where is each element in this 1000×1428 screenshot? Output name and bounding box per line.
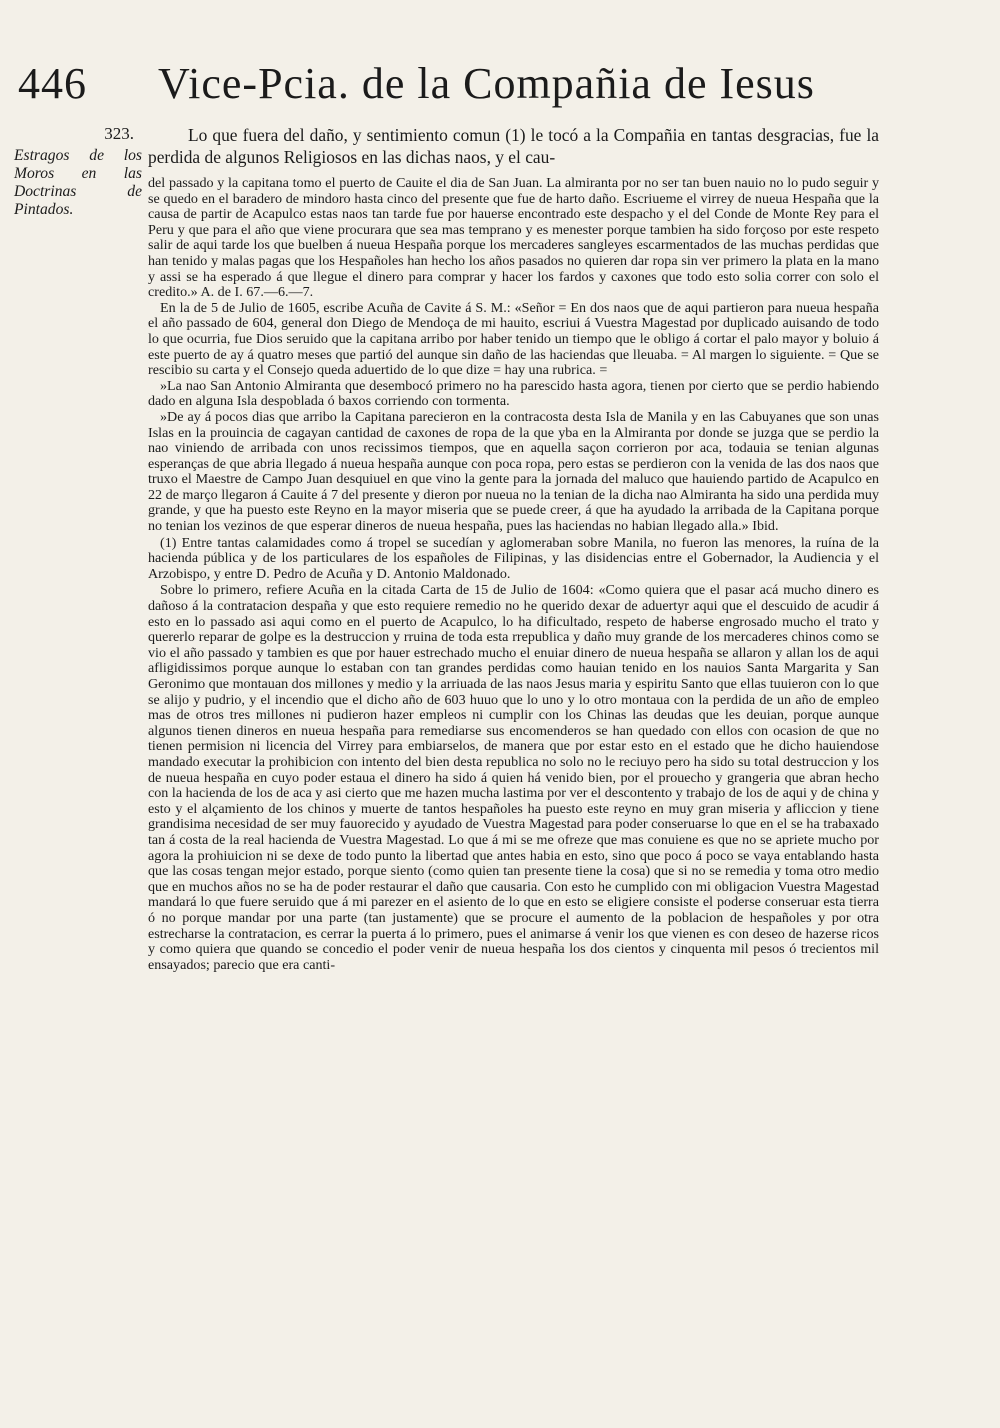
paragraph: En la de 5 de Julio de 1605, escribe Acuña de Cavite á S. M.: «Señor = En dos naos que de aqui partieron para nueua hespaña el año passado de 604, general don Diego de Mendoça de mi hauito, escriui á Vuestra Magestad por duplicado auisando de todo lo que ocurria, fue Dios seruido que la capitana arribo por haber tenido un tiempo que le obligo á cortar el palo mayor y boluio á este puerto de ay á quatro meses que partió del aunque sin daño de las haciendas que lleuaba. = Al margen lo siguiente. = Que se rescibio su carta y el Consejo queda aduertido de lo que dize = hay una rubrica. = <box>148 299 879 379</box>
paragraph: Sobre lo primero, refiere Acuña en la citada Carta de 15 de Julio de 1604: «Como quiera que el pasar acá mucho dinero es dañoso á la contratacion despaña y que esto requiere remedio no he querido dexar de aduertyr aqui que el descuido de acudir á esto en lo passado asi aqui como en el puerto de Acapulco, lo ha dificultado, respeto de haberse engrosado mucho el trato y quererlo reparar de golpe es la destruccion y rruina de toda esta rrepublica y daño muy grande de los mercaderes chinos como se vio el año passado y tambien es que por hauer estrechado mucho el enuiar dinero de nueua hespaña se allaron y allan los de aqui afligidissimos porque aunque lo estaban con tan grandes perdidas como hauian tenido en los nauios Santa Margarita y San Geronimo que montauan dos millones y medio y la arriuada de las naos Jesus maria y espiritu Santo que ellas tuuieron con lo que se alijo y pudrio, y el incendio que el dicho año de 603 huuo que lo uno y lo otro montaua con la perdida de un año de empleo mas de otros tres millones ni pudieron hazer empleos ni cumplir con los Chinas las deudas que les deuian, porque aunque algunos tienen dineros en nueua hespaña para remediarse sus encomenderos se han quedado con ellos con ocasion de que no tienen permision ni licencia del Virrey para embiarselos, de manera que por estar esto en el estado que he dicho hauiendose mandado executar la prohibicion con intento del bien desta republica no solo no le reciuyo pero ha sido su total destruccion y los de nueua hespaña en cuyo poder estaua el dinero ha sido á quien há venido bien, por el prouecho y grangeria que abran hecho con la hacienda de los de aca y asi cierto que me hazen mucha lastima por ver el descontento y trabajo de los de aqui y de china y esto y el alçamiento de los chinos y muerte de tantos hespañoles ha puesto este reyno en muy gran miseria y afliccion y tiene grandisima necesidad de ser muy fauorecido y ayudado de Vuestra Magestad para poder conseruarse lo que en el se ha trabaxado tan á costa de la real hacienda de Vuestra Magestad. Lo que á mi se me ofreze que mas conuiene es que no se apriete mucho por agora la prohiuicion ni se dexe de todo punto la libertad que antes habia en esto, sino que poco á poco se vaya entablando hasta que las cosas tengan mejor estado, porque siento (como quien tan presente tiene la cosa) que si no se remedia y toma otro medio que en muchos años no se ha de poder restaurar el daño que causaria. Con esto he cumplido con mi obligacion Vuestra Magestad mandará lo que fuere seruido que á mi parezer en el asiento de lo que en esto se eligiere consiste el poderse conseruar esta tierra ó no porque mandar por una parte (tan justamente) que se procure el aumento de la poblacion de hespañoles y por otra estrecharse la contratacion, es cerrar la puerta á lo primero, pues el animarse á venir los que vienen es con deseo de hazerse ricos y como quiera que quando se concedio el poder venir de nueua hespaña los dos cientos y cinquenta mil pesos ó trecientos mil ensayados; parecio que era canti- <box>148 582 879 973</box>
paragraph: »La nao San Antonio Almiranta que desembocó primero no ha parescido hasta agora, tienen por cierto que se perdio habiendo dado en alguna Isla despoblada ó baxos corriendo con tormenta. <box>148 377 879 410</box>
page-header <box>18 58 888 114</box>
main-text <box>148 124 879 973</box>
margin-note: Estragos de los Moros en las Doctrinas de Pintados. <box>14 147 142 218</box>
lead-paragraph: Lo que fuera del daño, y sentimiento comun (1) le tocó a la Compañia en tantas desgracias, fue la perdida de algunos Religiosos en las dichas naos, y el cau- <box>148 125 879 167</box>
section-number: 323. <box>104 124 134 143</box>
footnote-text <box>148 176 879 973</box>
paragraph: »De ay á pocos dias que arribo la Capitana parecieron en la contracosta desta Isla de Manila y en las Cabuyanes que son unas Islas en la prouincia de cagayan cantidad de caxones de ropa de la que yba en la Almiranta por donde se juzga que se perdio la nao viniendo de arribada con unos recissimos tiempos, que en aquella saçon corrieron por aca, todauia se tenian algunas esperanças de que abria llegado á nueua hespaña aunque con poca ropa, pero estas se perdieron con la venida de las dos naos que truxo el Maestre de Campo Juan desquiuel en que vino la gente para la jornada del maluco que hauiendo partido de Acapulco en 22 de março llegaron á Cauite á 7 del presente y dieron por nueua no la tenian de la dicha nao Almiranta ha sido una perdida muy grande, y que ha puesto este Reyno en la mayor miseria que se puede creer, á que ha ayudado la arribada de la Capitana porque no tenian los vezinos de que esperar dineros de nueua hespaña, pues las haciendas no habian llegado alla.» Ibid. <box>148 408 879 535</box>
margin-column <box>14 124 142 219</box>
footnote: (1) Entre tantas calamidades como á tropel se sucedían y aglomeraban sobre Manila, no fueron las menores, la ruína de la hacienda pública y de los particulares de los españoles de Filipinas, y las disidencias entre el Gobernador, la Audiencia y el Arzobispo, y entre D. Pedro de Acuña y D. Antonio Maldonado. <box>148 534 879 582</box>
paragraph: del passado y la capitana tomo el puerto de Cauite el dia de San Juan. La almiranta por no ser tan buen nauio no lo pudo seguir y se quedo en el baradero de mindoro hasta cinco del presente que fue de harto daño. Escriueme el virrey de nueua Hespaña que la causa de partir de Acapulco estas naos tan tarde fue por hauerse encontrado este despacho y el del Conde de Monte Rey para el Peru y que para el año que viene procurara que sea mas temprano y es menester porque tambien ha sido forçoso por este respeto salir de aqui tarde los que buelben á nueua Hespaña porque los mercaderes sangleyes escarmentados de las muchas perdidas que han tenido y malas pagas que los Hespañoles han hecho los años pasados no quieren dar ropa sin ver primero la plata en la mano y assi se ha esperado á que llegue el dinero para comprar y hacer los fardos y caxones que todo esto solia correr con solo el credito.» A. de I. 67.—6.—7. <box>148 175 879 301</box>
running-title: Vice-Pcia. de la Compañia de Iesus <box>158 59 815 108</box>
page-number: 446 <box>18 59 87 108</box>
